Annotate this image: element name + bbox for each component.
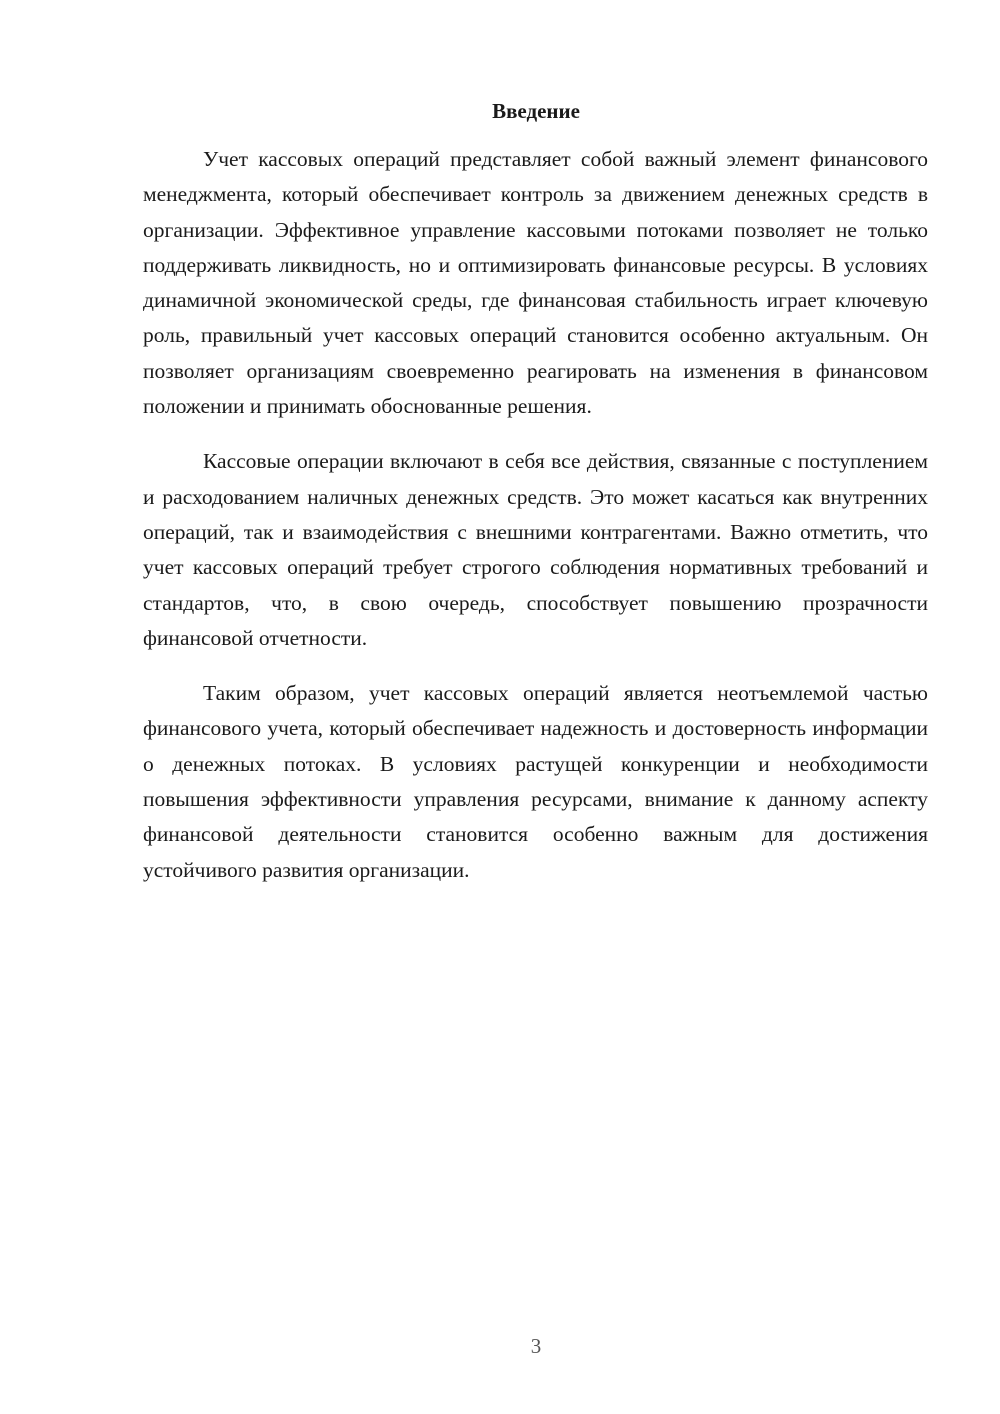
section-heading: Введение xyxy=(492,99,580,123)
paragraph-2: Кассовые операции включают в себя все действия, связанные с поступлением и расходованием наличных денежных средств. Это может касаться как внутренних операций, так и взаимодействия с внешними контрагентами. Важно отметить, что учет кассовых операций требует строгого соблюдения нормативных требований и стандартов, что, в свою очередь, способствует повышению прозрачности финансовой отчетности. xyxy=(143,449,928,650)
paragraph-1: Учет кассовых операций представляет собой важный элемент финансового менеджмента, который обеспечивает контроль за движением денежных средств в организации. Эффективное управление кассовыми потоками позволяет не только поддерживать ликвидность, но и оптимизировать финансовые ресурсы. В условиях динамичной экономической среды, где финансовая стабильность играет ключевую роль, правильный учет кассовых операций становится особенно актуальным. Он позволяет организациям своевременно реагировать на изменения в финансовом положении и принимать обоснованные решения. xyxy=(143,147,928,419)
page-number: 3 xyxy=(530,1334,542,1358)
paragraph-3: Таким образом, учет кассовых операций является неотъемлемой частью финансового учета, который обеспечивает надежность и достоверность информации о денежных потоках. В условиях растущей конкуренции и необходимости повышения эффективности управления ресурсами, внимание к данному аспекту финансовой деятельности становится особенно важным для достижения устойчивого развития организации. xyxy=(143,681,928,882)
body-text xyxy=(143,142,928,888)
